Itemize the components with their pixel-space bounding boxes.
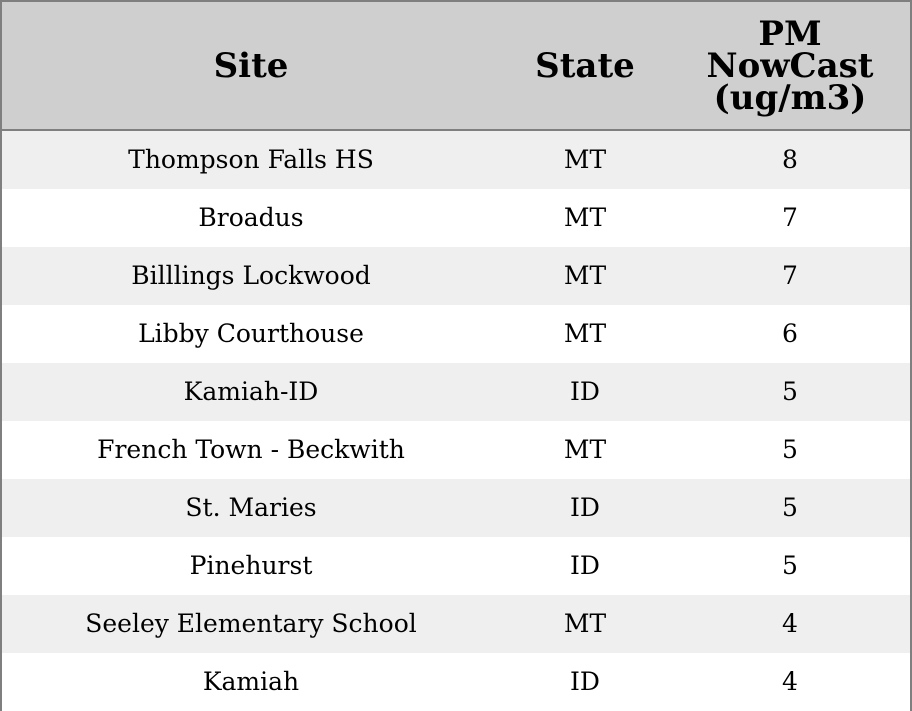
cell-pm-nowcast: 8: [782, 145, 798, 174]
cell-site: Libby Courthouse: [138, 319, 364, 348]
cell-site: French Town - Beckwith: [97, 435, 405, 464]
cell-state: ID: [570, 377, 600, 406]
cell-site: Thompson Falls HS: [128, 145, 374, 174]
cell-pm-nowcast: 4: [782, 609, 798, 638]
header-pm-line-3: (ug/m3): [713, 77, 867, 118]
header-state-line: State: [535, 45, 635, 86]
cell-pm-nowcast: 7: [782, 203, 798, 232]
cell-state: ID: [570, 667, 600, 696]
table-row: [2, 131, 910, 189]
cell-site: Seeley Elementary School: [85, 609, 417, 638]
table-row: [2, 653, 910, 711]
cell-state: MT: [563, 319, 607, 348]
table-row: [2, 595, 910, 653]
cell-state: MT: [563, 145, 607, 174]
table-header-row: [2, 2, 910, 131]
cell-pm-nowcast: 5: [782, 435, 798, 464]
header-site-line: Site: [213, 45, 289, 86]
header-pm-line-2: NowCast: [706, 45, 874, 86]
header-site: [2, 2, 500, 129]
cell-state: MT: [563, 203, 607, 232]
cell-state: MT: [563, 435, 607, 464]
cell-state: MT: [563, 609, 607, 638]
cell-site: Kamiah-ID: [183, 377, 319, 406]
cell-pm-nowcast: 5: [782, 377, 798, 406]
table-row: [2, 247, 910, 305]
table-row: [2, 363, 910, 421]
table-row: [2, 479, 910, 537]
table-body: [2, 131, 910, 711]
cell-state: MT: [563, 261, 607, 290]
cell-pm-nowcast: 5: [782, 551, 798, 580]
table-row: [2, 189, 910, 247]
cell-site: St. Maries: [185, 493, 317, 522]
cell-pm-nowcast: 4: [782, 667, 798, 696]
cell-pm-nowcast: 5: [782, 493, 798, 522]
header-pm-line-1: PM: [758, 13, 822, 54]
cell-pm-nowcast: 7: [782, 261, 798, 290]
cell-state: ID: [570, 493, 600, 522]
cell-site: Kamiah: [202, 667, 300, 696]
header-pm-nowcast: [670, 2, 910, 129]
cell-site: Billlings Lockwood: [131, 261, 371, 290]
cell-state: ID: [570, 551, 600, 580]
table-row: [2, 305, 910, 363]
cell-site: Broadus: [198, 203, 304, 232]
table-row: [2, 537, 910, 595]
cell-site: Pinehurst: [189, 551, 313, 580]
cell-pm-nowcast: 6: [782, 319, 798, 348]
table-row: [2, 421, 910, 479]
header-state: [500, 2, 670, 129]
